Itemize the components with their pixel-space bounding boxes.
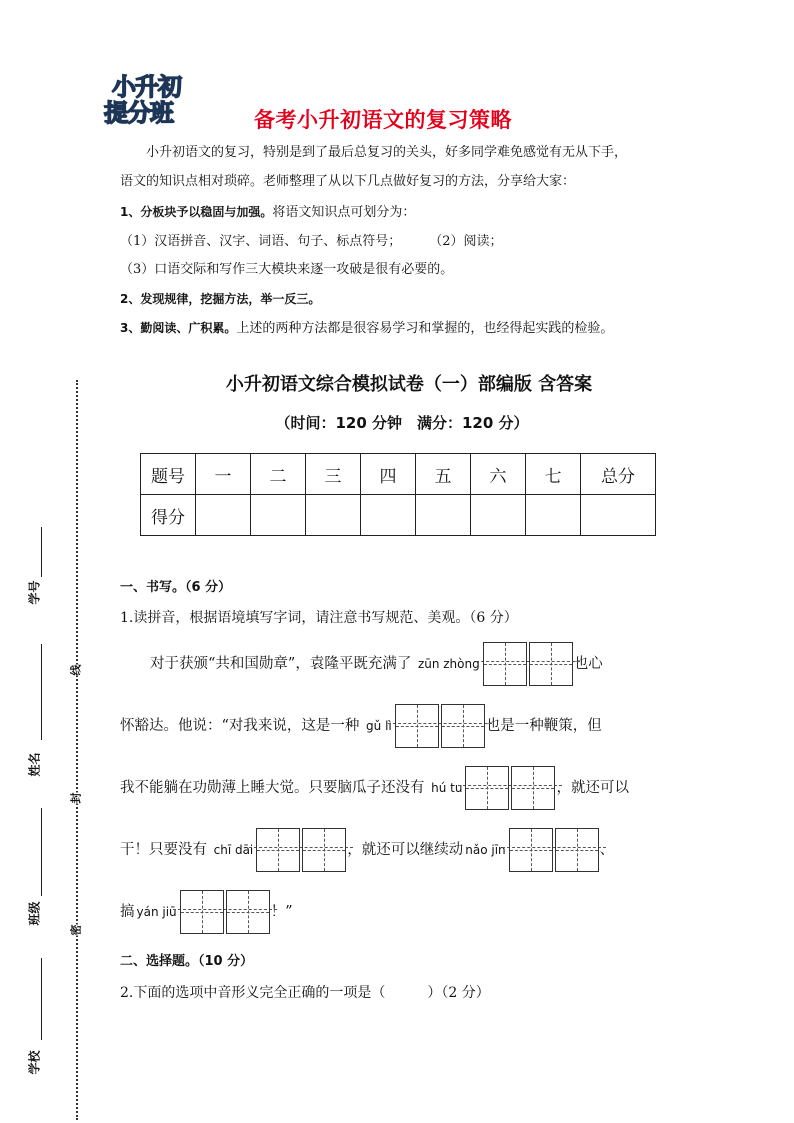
score-cell[interactable]: [581, 495, 656, 536]
passage-line-4: [120, 826, 614, 874]
seal-word-line: 线: [69, 664, 83, 676]
score-cell[interactable]: [361, 495, 416, 536]
tian-box-pair: [179, 888, 271, 936]
question-1: 1.读拼音，根据语境填写字词，请注意书写规范、美观。（6 分）: [120, 610, 518, 626]
tian-box[interactable]: [226, 890, 270, 934]
student-id-field[interactable]: [41, 527, 42, 577]
passage-text: ，就还可以继续动: [347, 842, 464, 858]
tian-box[interactable]: [256, 828, 300, 872]
name-label: 姓名: [27, 752, 42, 777]
question-2: 2.下面的选项中音形义完全正确的一项是（ ）（2 分）: [120, 985, 490, 1001]
passage-line-2: [120, 702, 602, 750]
passage-text: 干！只要没有: [120, 842, 207, 858]
passage-text: 、: [599, 842, 615, 858]
logo-line-2b: 班: [150, 99, 173, 127]
seal-word-seal: 封: [69, 792, 83, 804]
tian-box-pair: [508, 826, 600, 874]
passage-text: 也心: [573, 656, 603, 672]
passage-text: 怀豁达。他说：“对我来说，这是一种: [120, 718, 360, 734]
tip-1-item-c: （3）口语交际和写作三大模块来逐一攻破是很有必要的。: [120, 262, 454, 277]
score-cell[interactable]: [306, 495, 361, 536]
tian-box[interactable]: [509, 828, 553, 872]
exam-subtitle: （时间：120 分钟 满分：120 分）: [275, 414, 529, 432]
tian-box[interactable]: [395, 704, 439, 748]
passage-text: 我不能躺在功勋薄上睡大觉。只要脑瓜子还没有: [120, 780, 425, 796]
score-col-7: 七: [526, 454, 581, 495]
score-row-label: 得分: [141, 495, 196, 536]
tian-box[interactable]: [465, 766, 509, 810]
tian-box[interactable]: [511, 766, 555, 810]
score-table-header-row: [141, 454, 656, 495]
section-1-heading: 一、书写。（6 分）: [120, 580, 232, 595]
headline: 备考小升初语文的复习策略: [254, 108, 512, 132]
passage-text: 搞: [120, 904, 135, 920]
intro-paragraph-2: 语文的知识点相对琐碎。老师整理了从以下几点做好复习的方法，分享给大家：: [120, 174, 576, 189]
score-col-5: 五: [416, 454, 471, 495]
school-field[interactable]: [41, 958, 42, 1040]
score-col-4: 四: [361, 454, 416, 495]
pinyin-hutu: hú tu: [431, 781, 463, 795]
school-label: 学校: [27, 1050, 42, 1075]
passage-text: ，就还可以: [556, 780, 629, 796]
score-col-2: 二: [251, 454, 306, 495]
score-table-score-row: [141, 495, 656, 536]
tian-box[interactable]: [180, 890, 224, 934]
tip-1-item-b: （2）阅读；: [429, 234, 503, 249]
passage-text: ！”: [270, 904, 293, 920]
tip-1: [120, 202, 680, 223]
logo-line-2a: 提分: [104, 99, 150, 127]
tip-1-items: [120, 232, 680, 252]
binding-dotted-line: [76, 380, 78, 1120]
tip-1-item-a: （1）汉语拼音、汉字、词语、句子、标点符号；: [120, 234, 402, 249]
tip-1-bold: 1、分板块予以稳固与加强。: [120, 205, 273, 219]
tip-1-rest: 将语文知识点可划分为：: [272, 205, 416, 220]
tian-box[interactable]: [302, 828, 346, 872]
class-label: 班级: [27, 901, 42, 926]
tian-box[interactable]: [529, 642, 573, 686]
logo-line-1: 小升初: [112, 73, 181, 101]
pinyin-guli: gǔ lì: [366, 719, 392, 733]
tian-box-pair: [255, 826, 347, 874]
passage-text: 对于获颁“共和国勋章”，袁隆平既充满了: [150, 656, 412, 672]
passage-line-1: [150, 640, 603, 688]
score-header-label: 题号: [141, 454, 196, 495]
score-col-1: 一: [196, 454, 251, 495]
seal-word-secret: 密: [69, 924, 83, 936]
score-cell[interactable]: [196, 495, 251, 536]
tip-3-bold: 3、勤阅读、广积累。: [120, 321, 237, 335]
pinyin-yanjiu: yán jiū: [136, 905, 177, 919]
pinyin-naojin: nǎo jīn: [465, 843, 506, 857]
passage-line-3: [120, 764, 629, 812]
student-id-label: 学号: [27, 580, 42, 605]
intro-paragraph-1: 小升初语文的复习，特别是到了最后总复习的关头，好多同学难免感觉有无从下手，: [146, 145, 628, 160]
score-cell[interactable]: [526, 495, 581, 536]
score-cell[interactable]: [471, 495, 526, 536]
pinyin-chidai: chī dāi: [213, 843, 254, 857]
score-cell[interactable]: [416, 495, 471, 536]
logo: [104, 74, 208, 132]
name-field[interactable]: [41, 644, 42, 740]
tip-3: [120, 318, 680, 339]
logo-line-2: [104, 100, 173, 126]
tian-box-pair: [482, 640, 574, 688]
tian-box[interactable]: [441, 704, 485, 748]
score-col-total: 总分: [581, 454, 656, 495]
score-col-3: 三: [306, 454, 361, 495]
passage-line-5: [120, 888, 293, 936]
tian-box[interactable]: [555, 828, 599, 872]
score-cell[interactable]: [251, 495, 306, 536]
tian-box[interactable]: [483, 642, 527, 686]
tian-box-pair: [464, 764, 556, 812]
pinyin-zunzhong: zūn zhòng: [417, 657, 480, 671]
class-field[interactable]: [41, 808, 42, 896]
passage-text: 也是一种鞭策，但: [485, 718, 602, 734]
tip-3-rest: 上述的两种方法都是很容易学习和掌握的，也经得起实践的检验。: [236, 321, 614, 336]
score-col-6: 六: [471, 454, 526, 495]
tian-box-pair: [394, 702, 486, 750]
score-table: [140, 453, 656, 536]
section-2-heading: 二、选择题。（10 分）: [120, 954, 254, 969]
tip-2: 2、发现规律，挖掘方法，举一反三。: [120, 292, 321, 306]
exam-title: 小升初语文综合模拟试卷（一）部编版 含答案: [225, 374, 593, 395]
